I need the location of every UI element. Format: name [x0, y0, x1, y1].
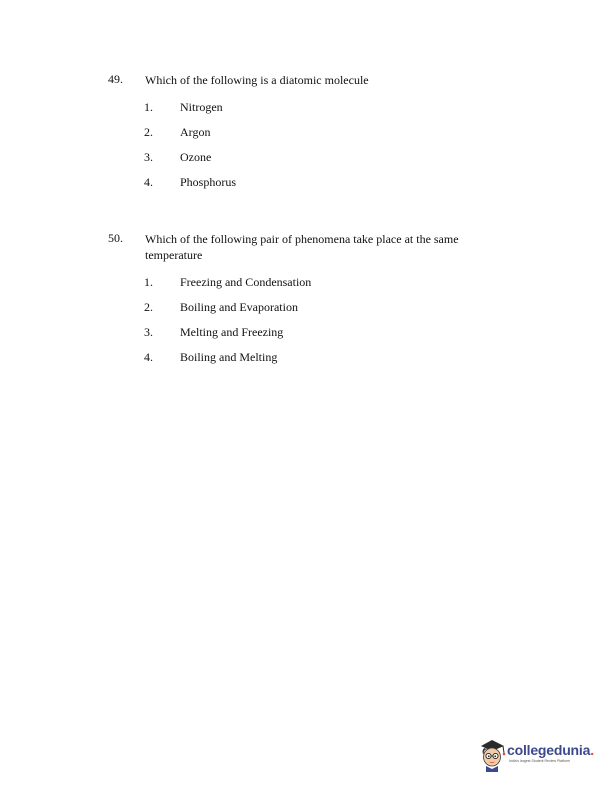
option-number: 1. [144, 275, 153, 289]
option-text: Boiling and Evaporation [180, 300, 298, 314]
option-number: 4. [144, 175, 153, 189]
option-number: 3. [144, 150, 153, 164]
option-text: Boiling and Melting [180, 350, 278, 364]
option-text: Ozone [180, 150, 212, 164]
option-text: Melting and Freezing [180, 325, 284, 339]
question-text: Which of the following pair of phenomena take place at the same temperature [145, 232, 459, 262]
mascot-icon [477, 736, 507, 772]
option-number: 2. [144, 125, 153, 139]
question-number: 49. [108, 72, 123, 86]
option-text: Argon [180, 125, 211, 139]
collegedunia-logo [477, 736, 597, 776]
question-text: Which of the following is a diatomic molecule [145, 73, 369, 87]
brand-text: collegedunia [507, 742, 591, 758]
brand-name [507, 742, 594, 758]
brand-dot: . [590, 742, 594, 758]
question-number: 50. [108, 231, 123, 245]
option-number: 3. [144, 325, 153, 339]
brand-tagline: India's largest Student Review Platform [509, 759, 570, 763]
option-number: 4. [144, 350, 153, 364]
option-number: 1. [144, 100, 153, 114]
option-number: 2. [144, 300, 153, 314]
option-text: Freezing and Condensation [180, 275, 312, 289]
option-text: Phosphorus [180, 175, 237, 189]
option-text: Nitrogen [180, 100, 223, 114]
